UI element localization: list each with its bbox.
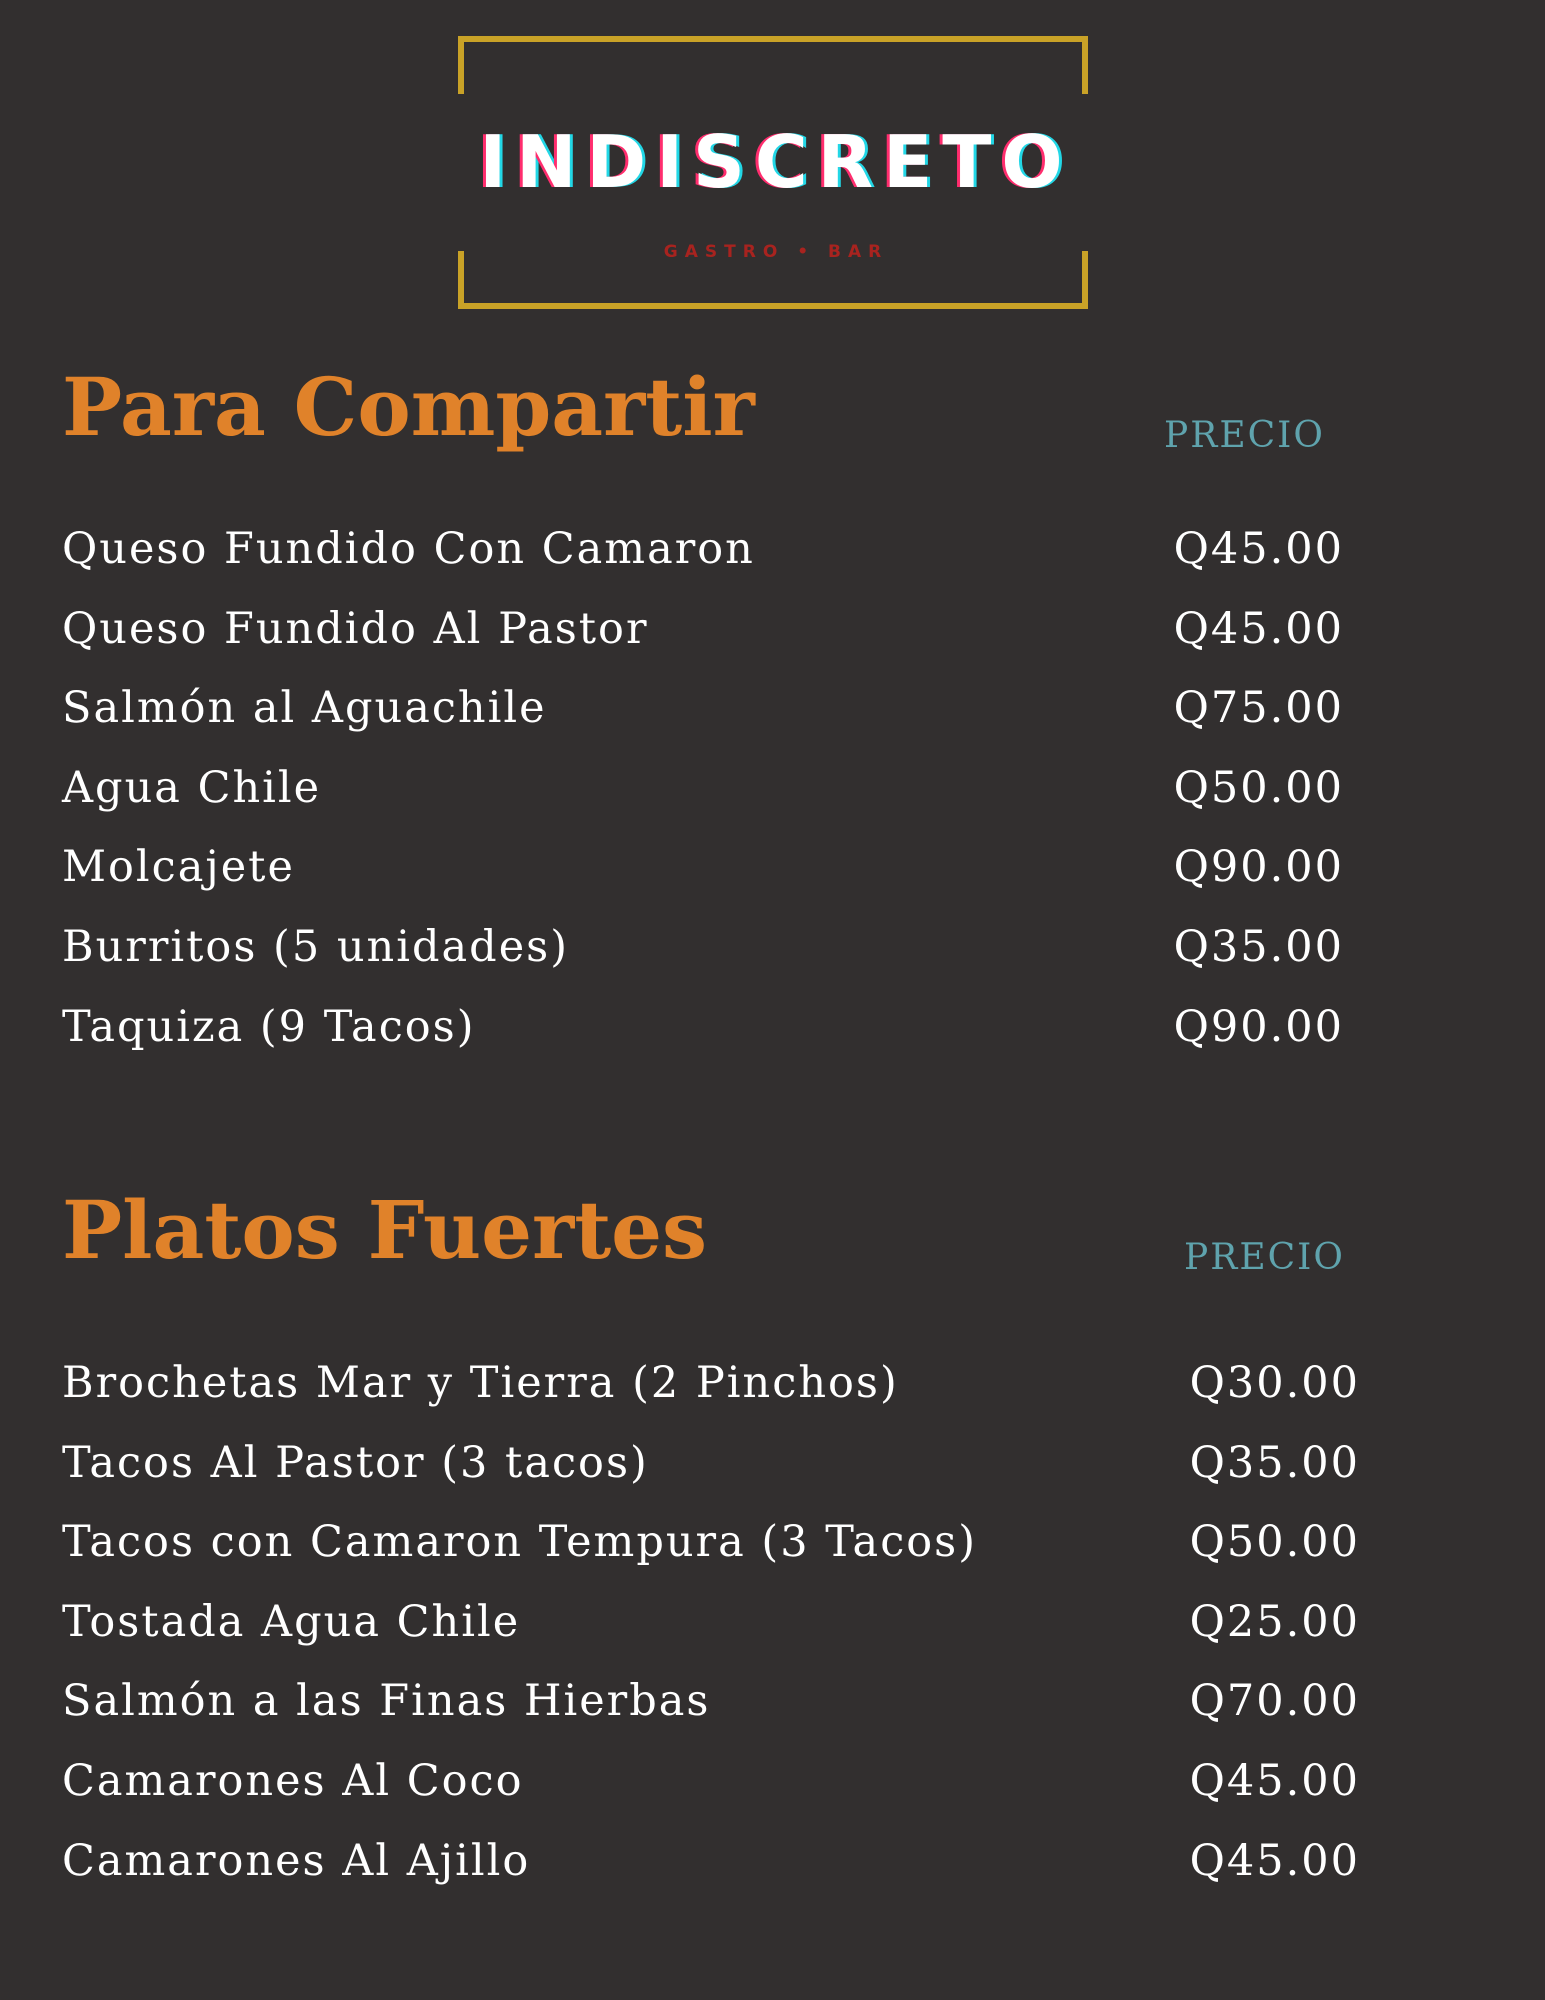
item-name: Queso Fundido Con Camaron xyxy=(62,524,755,574)
section-title-para-compartir: Para Compartir xyxy=(62,360,755,454)
item-name: Burritos (5 unidades) xyxy=(62,921,569,972)
item-name: Camarones Al Ajillo xyxy=(62,1835,531,1886)
menu-item xyxy=(62,683,1344,763)
item-name: Tostada Agua Chile xyxy=(62,1596,521,1647)
menu-list-platos-fuertes xyxy=(62,1358,1360,1915)
menu-item xyxy=(62,1756,1360,1836)
menu-item xyxy=(62,1358,1360,1438)
item-price: Q50.00 xyxy=(1173,762,1344,813)
item-price: Q45.00 xyxy=(1173,524,1344,574)
item-price: Q90.00 xyxy=(1173,842,1344,893)
price-column-header: PRECIO xyxy=(1164,415,1325,456)
item-name: Agua Chile xyxy=(62,762,322,813)
item-price: Q50.00 xyxy=(1189,1517,1360,1568)
brand-tagline: GASTRO • BAR xyxy=(663,242,889,262)
item-name: Queso Fundido Al Pastor xyxy=(62,603,649,654)
menu-item xyxy=(62,1597,1360,1677)
menu-item xyxy=(62,1836,1360,1916)
item-name: Salmón a las Finas Hierbas xyxy=(62,1676,711,1727)
item-price: Q45.00 xyxy=(1189,1835,1360,1886)
menu-item xyxy=(62,1002,1344,1082)
menu-item xyxy=(62,763,1344,843)
menu-item xyxy=(62,524,1344,604)
brand-name: INDISCRETO xyxy=(479,120,1073,204)
item-price: Q70.00 xyxy=(1189,1676,1360,1727)
section-title-platos-fuertes: Platos Fuertes xyxy=(62,1183,708,1277)
logo-frame-bottom xyxy=(458,251,1088,309)
logo-frame-top xyxy=(458,36,1088,94)
item-price: Q45.00 xyxy=(1189,1755,1360,1806)
price-column-header: PRECIO xyxy=(1184,1237,1345,1278)
item-price: Q35.00 xyxy=(1189,1437,1360,1488)
item-price: Q35.00 xyxy=(1173,921,1344,972)
item-name: Brochetas Mar y Tierra (2 Pinchos) xyxy=(62,1358,899,1408)
item-name: Camarones Al Coco xyxy=(62,1755,524,1806)
menu-item xyxy=(62,922,1344,1002)
menu-item xyxy=(62,1438,1360,1518)
item-name: Tacos Al Pastor (3 tacos) xyxy=(62,1437,649,1488)
item-name: Tacos con Camaron Tempura (3 Tacos) xyxy=(62,1517,978,1568)
item-price: Q90.00 xyxy=(1173,1001,1344,1052)
item-name: Salmón al Aguachile xyxy=(62,683,547,734)
menu-item xyxy=(62,1676,1360,1756)
menu-item xyxy=(62,604,1344,684)
item-price: Q75.00 xyxy=(1173,683,1344,734)
menu-item xyxy=(62,1517,1360,1597)
item-price: Q30.00 xyxy=(1189,1358,1360,1408)
logo xyxy=(458,36,1094,312)
item-name: Taquiza (9 Tacos) xyxy=(62,1001,476,1052)
item-price: Q25.00 xyxy=(1189,1596,1360,1647)
item-price: Q45.00 xyxy=(1173,603,1344,654)
menu-item xyxy=(62,842,1344,922)
item-name: Molcajete xyxy=(62,842,295,893)
menu-list-para-compartir xyxy=(62,524,1344,1081)
